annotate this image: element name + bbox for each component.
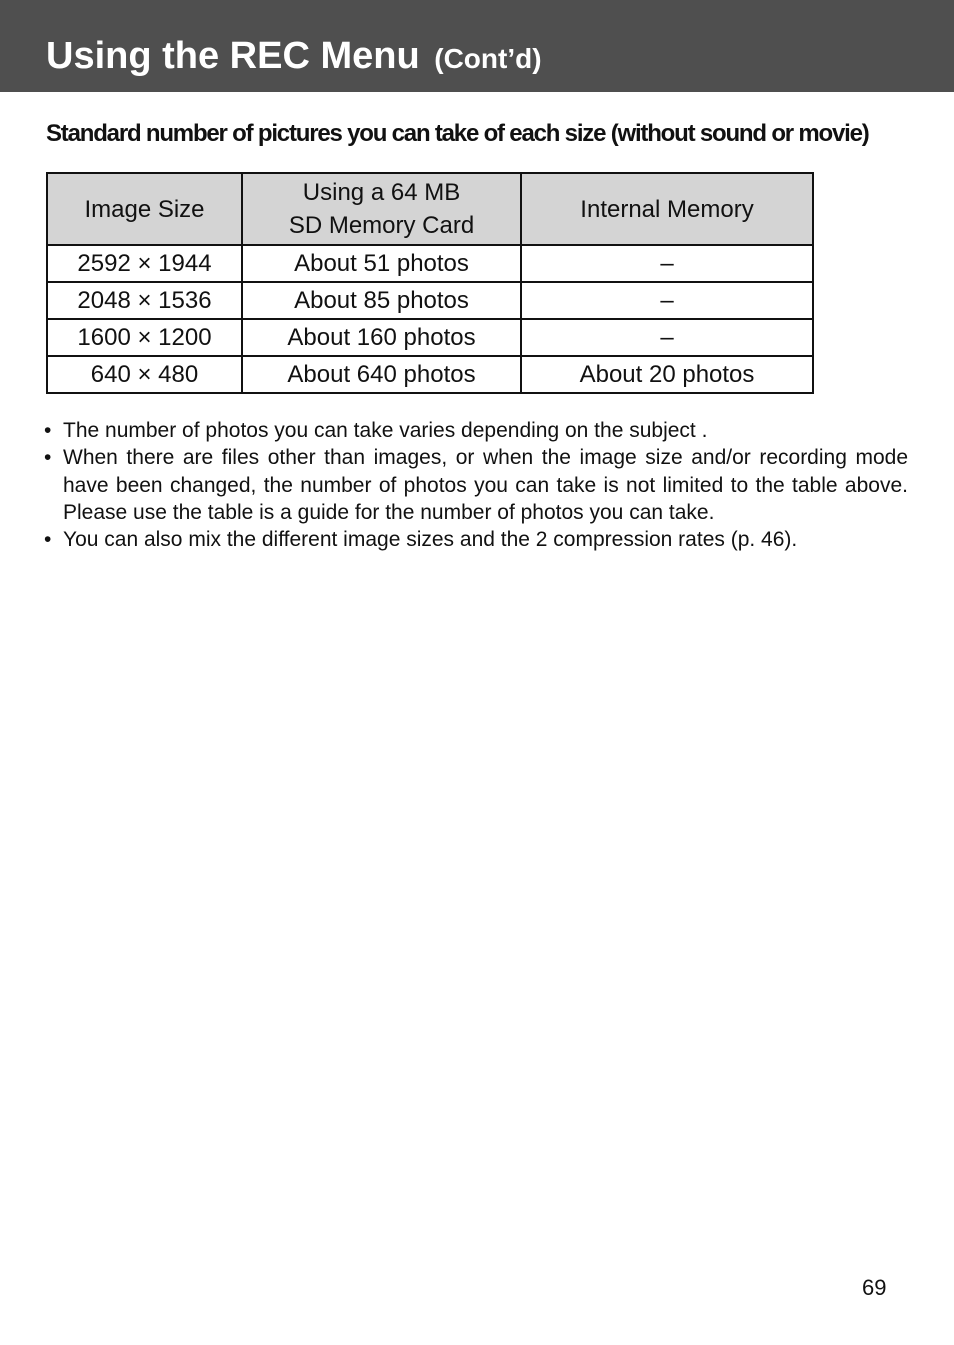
table-row [47,245,813,282]
column-header-line: Using a 64 MB [302,179,461,206]
table-row [47,356,813,393]
table-cell-internal-memory: – [521,245,813,282]
column-header-line: SD Memory Card [288,212,475,239]
notes-list [44,417,908,553]
bullet-icon: • [44,419,52,442]
table-cell-sd-card: About 51 photos [242,245,521,282]
table-cell-internal-memory: About 20 photos [521,356,813,393]
table-cell-sd-card: About 640 photos [242,356,521,393]
table-header-row [47,173,813,245]
bullet-icon: • [44,528,52,552]
page-header-bar [0,0,954,92]
page-title-text: Using the REC Menu [46,35,420,77]
table-cell-image-size: 640 × 480 [47,356,242,393]
bullet-icon: • [44,446,52,470]
table-cell-image-size: 1600 × 1200 [47,319,242,356]
list-item [44,417,908,444]
column-header-internal-memory [521,173,813,245]
column-header-image-size [47,173,242,245]
table-cell-image-size: 2592 × 1944 [47,245,242,282]
table-cell-internal-memory: – [521,319,813,356]
image-size-table [46,172,814,394]
column-header-sd-card [242,173,521,245]
list-item [44,526,908,553]
note-text: You can also mix the different image sizes and the 2 compression rates (p. 46). [63,528,798,552]
note-text: When there are files other than images, or when the image size and/or recording mode have been changed, the number of photos you can take is not limited to the table above. Please use the table is a guide for the number of photos you can take. [63,446,908,524]
table-cell-sd-card: About 160 photos [242,319,521,356]
list-item [44,444,908,526]
column-header-line: Internal Memory [580,195,754,223]
table-cell-internal-memory: – [521,282,813,319]
section-heading: Standard number of pictures you can take of each size (without sound or movie) [46,120,869,147]
page-title [46,34,542,81]
note-text: The number of photos you can take varies depending on the subject . [63,419,708,442]
column-header-line: Image Size [84,195,205,223]
page-number: 69 [862,1275,887,1300]
table-row [47,282,813,319]
table-cell-sd-card: About 85 photos [242,282,521,319]
page-title-continued: (Cont’d) [434,43,542,74]
table-row [47,319,813,356]
table-cell-image-size: 2048 × 1536 [47,282,242,319]
